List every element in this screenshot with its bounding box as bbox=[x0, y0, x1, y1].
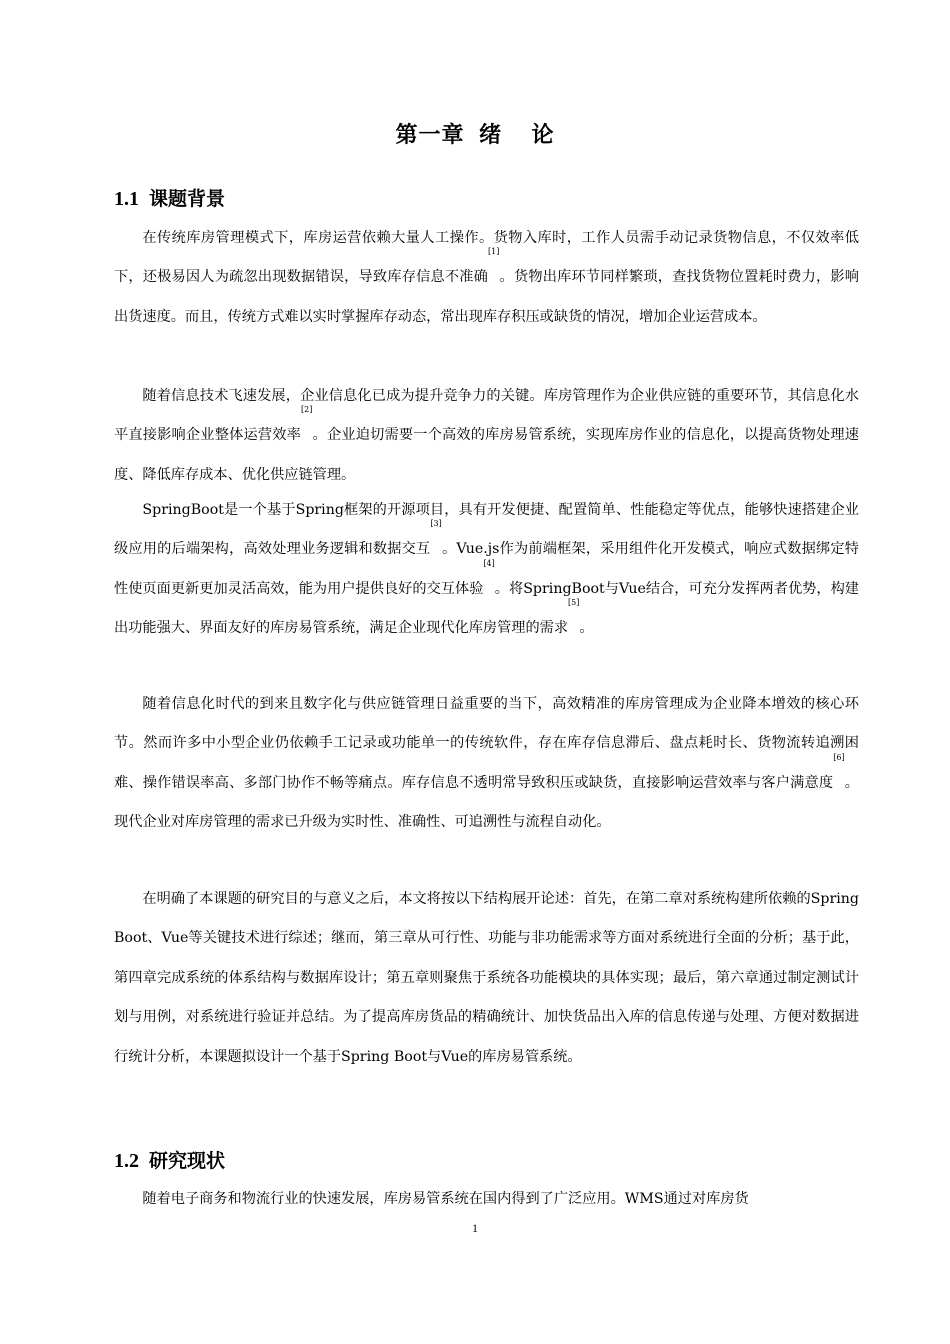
paragraph-text: 随着信息技术飞速发展，企业信息化已成为提升竞争力的关键。库房管理作为企业供应链的重要环节，其信息化水平直接影响企业整体运营效率 bbox=[114, 388, 859, 444]
paragraph-text: SpringBoot是一个基于Spring框架的开源项目，具有开发便捷、配置简单、性能稳定等优点，能够快速搭建企业级应用的后端架构，高效处理业务逻辑和数据交互 bbox=[114, 502, 859, 558]
paragraph-text: 。货物出库环节同样繁琐，查找货物位置耗时费力，影响出货速度。而且，传统方式难以实时掌握库存动态，常出现库存积压或缺货的情况，增加企业运营成本。 bbox=[114, 269, 859, 325]
paragraph-text: 。现代企业对库房管理的需求已升级为实时性、准确性、可追溯性与流程自动化。 bbox=[114, 774, 859, 831]
citation-superscript: [5] bbox=[568, 598, 580, 608]
paragraph-text: 在明确了本课题的研究目的与意义之后，本文将按以下结构展开论述：首先，在第二章对系统构建所依赖的Spring Boot、Vue等关键技术进行综述；继而，第三章从可行性、功能与非功能需求等方面对系统进行全面的分析；基于此，第四章完成系统的体系结构与数据库设计；第五章则聚焦于系统各功能模块的具体实现；最后，第六章通过制定测试计划与用例，对系统进行验证并总结。为了提高库房货品的精确统计、加快货品出入库的信息传递与处理、方便对数据进行统计分析，本课题拟设计一个基于Spring Boot与Vue的库房易管系统。 bbox=[114, 891, 859, 1065]
paragraph bbox=[114, 880, 859, 1077]
section-heading-1-1 bbox=[114, 184, 225, 211]
paragraph bbox=[114, 491, 859, 649]
section-title: 研究现状 bbox=[149, 1150, 226, 1172]
section-heading-1-2 bbox=[114, 1146, 225, 1173]
citation-superscript: [3] bbox=[430, 519, 442, 529]
citation-superscript: [6] bbox=[833, 752, 845, 762]
citation-superscript: [2] bbox=[301, 405, 313, 415]
paragraph-text: 。将SpringBoot与Vue结合，可充分发挥两者优势，构建出功能强大、界面友好的库房易管系统，满足企业现代化库房管理的需求 bbox=[114, 580, 859, 637]
paragraph bbox=[114, 377, 859, 495]
citation-superscript: [1] bbox=[488, 247, 500, 257]
section-title: 课题背景 bbox=[149, 188, 226, 210]
paragraph bbox=[114, 685, 859, 843]
chapter-title: 第一章 绪 论 bbox=[395, 123, 555, 148]
paragraph-text: 。Vue.js作为前端框架，采用组件化开发模式，响应式数据绑定特性使页面更新更加灵活高效，能为用户提供良好的交互体验 bbox=[114, 541, 859, 597]
section-number: 1.2 bbox=[114, 1150, 139, 1172]
paragraph-text: 随着信息化时代的到来且数字化与供应链管理日益重要的当下，高效精准的库房管理成为企业降本增效的核心环节。然而许多中小型企业仍依赖手工记录或功能单一的传统软件，存在库存信息滞后、盘点耗时长、货物流转追溯困难、操作错误率高、多部门协作不畅等痛点。库存信息不透明常导致积压或缺货，直接影响运营效率与客户满意度 bbox=[114, 696, 859, 791]
paragraph-text: 。 bbox=[579, 620, 594, 637]
paragraph-text: 在传统库房管理模式下，库房运营依赖大量人工操作。货物入库时，工作人员需手动记录货物信息，不仅效率低下，还极易因人为疏忽出现数据错误，导致库存信息不准确 bbox=[114, 230, 859, 286]
paragraph bbox=[114, 1180, 859, 1219]
paragraph-text: 随着电子商务和物流行业的快速发展，库房易管系统在国内得到了广泛应用。WMS通过对库房货 bbox=[142, 1191, 749, 1207]
citation-superscript: [4] bbox=[483, 558, 495, 568]
page-number: 1 bbox=[472, 1221, 478, 1235]
section-number: 1.1 bbox=[114, 188, 139, 210]
paragraph-text: 。企业迫切需要一个高效的库房易管系统，实现库房作业的信息化，以提高货物处理速度、降低库存成本、优化供应链管理。 bbox=[114, 427, 859, 483]
paragraph bbox=[114, 219, 859, 337]
